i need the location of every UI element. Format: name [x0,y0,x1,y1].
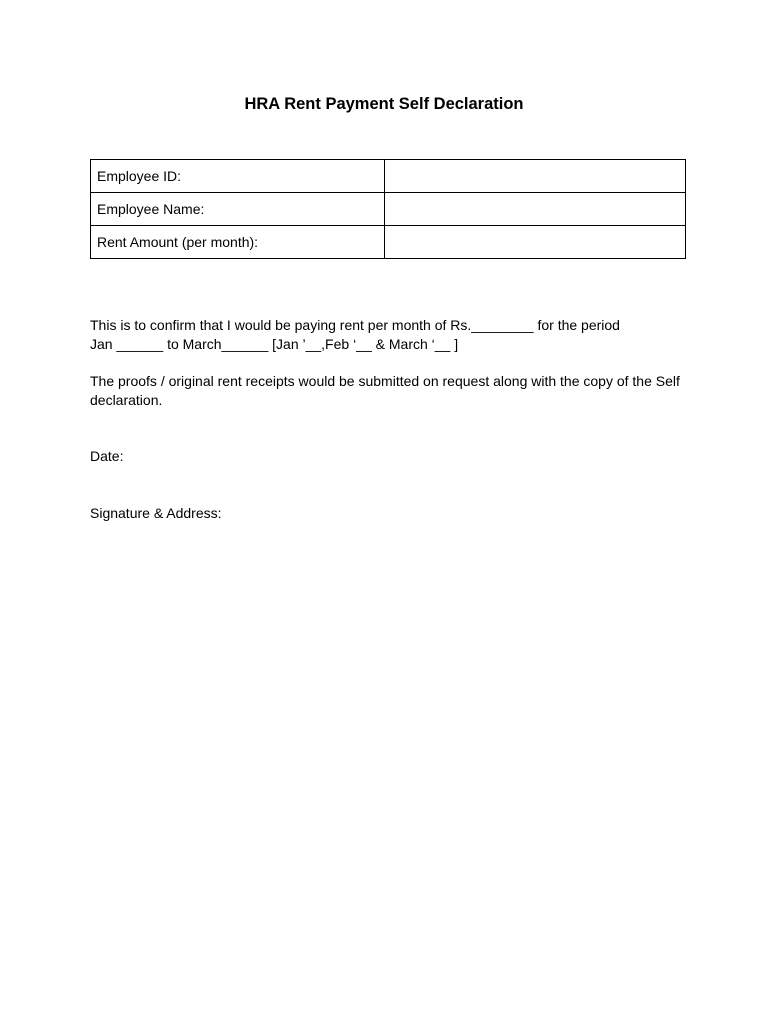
table-row [91,226,686,259]
table-row [91,193,686,226]
employee-id-label: Employee ID: [91,160,385,193]
rent-amount-value [385,226,686,259]
proofs-line-2: declaration. [90,392,163,408]
signature-address-label: Signature & Address: [90,505,222,521]
employee-id-value [385,160,686,193]
confirmation-line-2: Jan ______ to March______ [Jan ’__,Feb ‘__ & March ‘__ ] [90,336,459,352]
table-row [91,160,686,193]
confirmation-line-1: This is to confirm that I would be paying rent per month of Rs.________ for the period [90,317,620,333]
date-label: Date: [90,448,124,464]
confirmation-paragraph [90,316,690,354]
document-title: HRA Rent Payment Self Declaration [244,95,524,113]
employee-name-label: Employee Name: [91,193,385,226]
employee-name-value [385,193,686,226]
rent-amount-label: Rent Amount (per month): [91,226,385,259]
proofs-line-1: The proofs / original rent receipts would be submitted on request along with the copy of the Self [90,373,680,389]
proofs-paragraph [90,372,690,410]
employee-info-table [90,159,686,259]
